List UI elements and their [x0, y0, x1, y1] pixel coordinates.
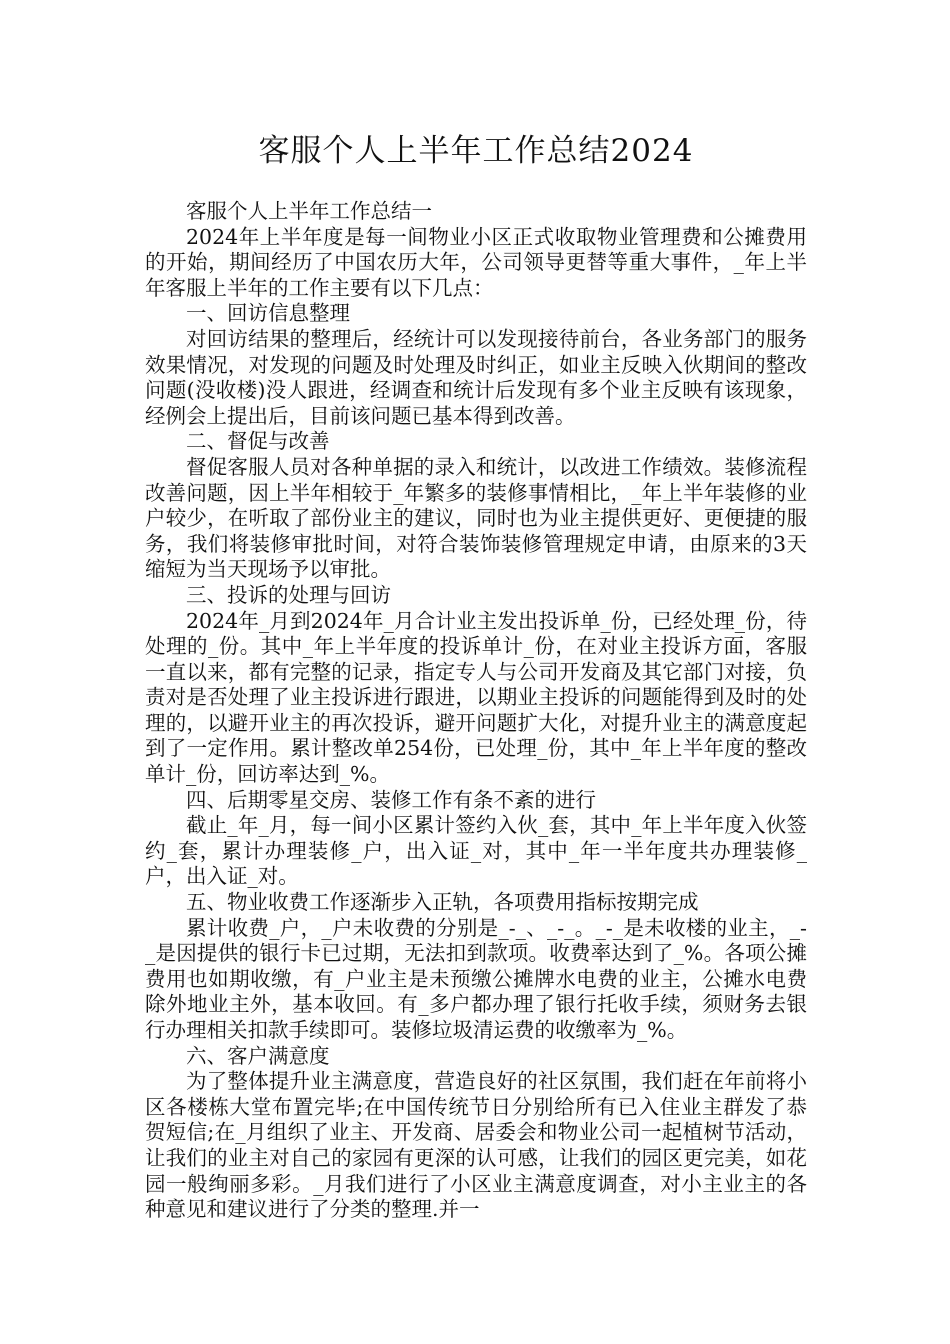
heading-fee-collection: 五、物业收费工作逐渐步入正轨，各项费用指标按期完成 [186, 890, 699, 915]
heading-complaints: 三、投诉的处理与回访 [186, 582, 391, 607]
document-body [145, 199, 807, 1223]
document-page [145, 120, 807, 1223]
paragraph-section-heading: 客服个人上半年工作总结一 [186, 199, 432, 223]
paragraph-supervise-improve: 督促客服人员对各种单据的录入和统计，以改进工作绩效。装修流程改善问题，因上半年相较于_年繁多的装修事情相比，_年上半年装修的业户较少，在听取了部份业主的建议，同时也为业主提供更好、更便捷的服务，我们将装修审批时间，对符合装饰装修管理规定申请，由原来的3天缩短为当天现场予以审批。 [145, 454, 807, 582]
heading-supervise-improve: 二、督促与改善 [186, 429, 330, 454]
heading-follow-up-info: 一、回访信息整理 [186, 301, 350, 326]
document-title: 客服个人上半年工作总结2024 [258, 133, 694, 169]
paragraph-follow-up-info: 对回访结果的整理后，经统计可以发现接待前台，各业务部门的服务效果情况，对发现的问题及时处理及时纠正，如业主反映入伙期间的整改问题(没收楼)没人跟进，经调查和统计后发现有多个业主反映有该现象，经例会上提出后，目前该问题已基本得到改善。 [145, 326, 807, 428]
paragraph-complaints: 2024年_月到2024年_月合计业主发出投诉单_份，已经处理_份，待处理的_份。其中_年上半年度的投诉单计_份，在对业主投诉方面，客服一直以来，都有完整的记录，指定专人与公司开发商及其它部门对接，负责对是否处理了业主投诉进行跟进，以期业主投诉的问题能得到及时的处理的，以避开业主的再次投诉，避开问题扩大化，对提升业主的满意度起到了一定作用。累计整改单254份，已处理_份，其中_年上半年度的整改单计_份，回访率达到_%。 [145, 608, 807, 787]
heading-satisfaction: 六、客户满意度 [186, 1043, 330, 1068]
paragraph-satisfaction: 为了整体提升业主满意度，营造良好的社区氛围，我们赶在年前将小区各楼栋大堂布置完毕;在中国传统节日分别给所有已入住业主群发了恭贺短信;在_月组织了业主、开发商、居委会和物业公司一起植树节活动，让我们的业主对自己的家园有更深的认可感，让我们的园区更完美，如花园一般绚丽多彩。_月我们进行了小区业主满意度调查，对小主业主的各种意见和建议进行了分类的整理.并一 [145, 1069, 807, 1222]
heading-handover-renovation: 四、后期零星交房、装修工作有条不紊的进行 [186, 787, 596, 812]
paragraph-intro: 2024年上半年度是每一间物业小区正式收取物业管理费和公摊费用的开始，期间经历了中国农历大年，公司领导更替等重大事件，_年上半年客服上半年的工作主要有以下几点： [145, 224, 807, 300]
paragraph-handover-renovation: 截止_年_月，每一间小区累计签约入伙_套，其中_年上半年度入伙签约_套，累计办理装修_户，出入证_对，其中_年一半年度共办理装修_户，出入证_对。 [145, 813, 807, 889]
paragraph-fee-collection: 累计收费_户，_户未收费的分别是_-_、_-_。_-_是未收楼的业主，_-_是因提供的银行卡已过期，无法扣到款项。收费率达到了_%。各项公摊费用也如期收缴，有_户业主是未预缴公摊牌水电费的业主，公摊水电费除外地业主外，基本收回。有_多户都办理了银行托收手续，须财务去银行办理相关扣款手续即可。装修垃圾清运费的收缴率为_%。 [145, 915, 807, 1042]
